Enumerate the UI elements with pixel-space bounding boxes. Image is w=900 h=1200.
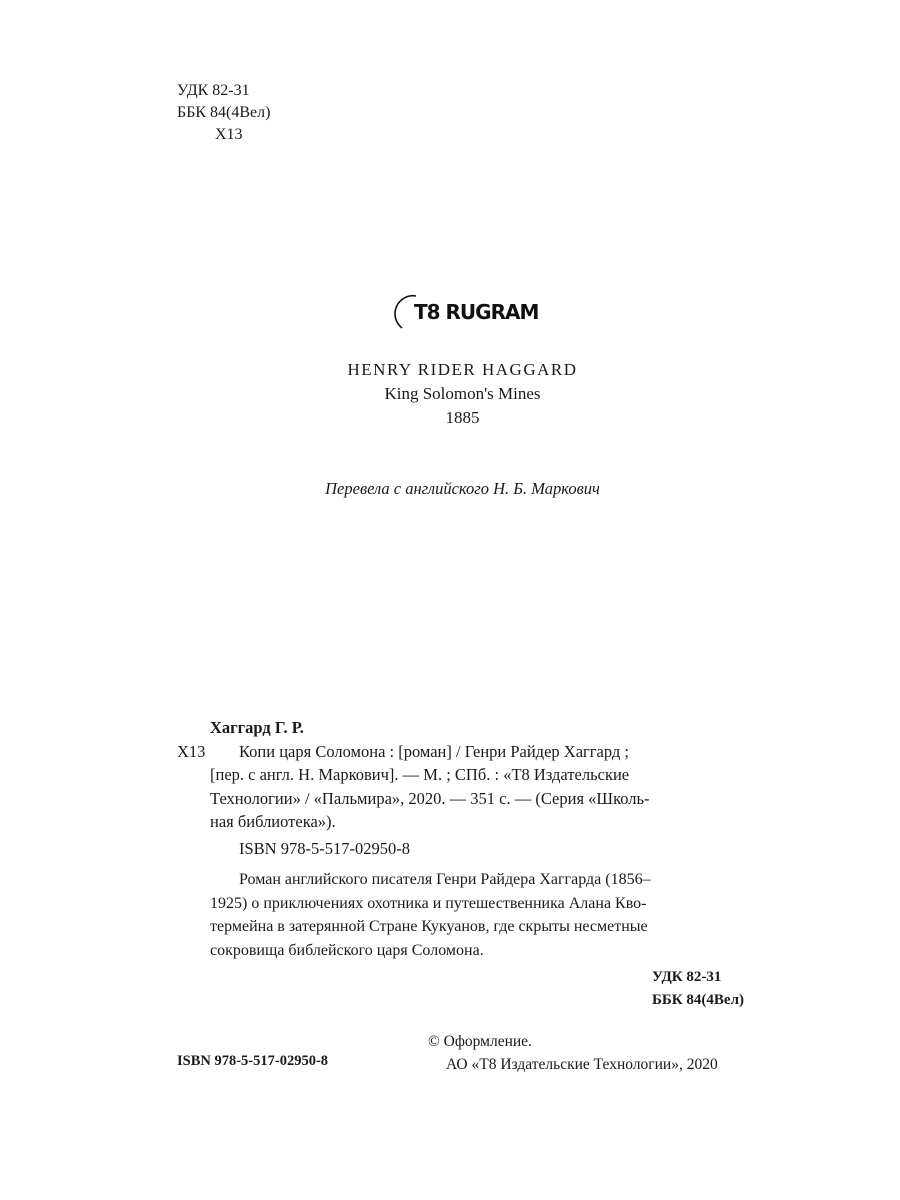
catalog-description-line: [пер. с англ. Н. Маркович]. — М. ; СПб. : «Т8 Издательские	[210, 765, 630, 784]
catalog-author-heading: Хаггард Г. Р.	[210, 718, 304, 737]
publisher-logo	[394, 292, 538, 332]
author-mark: Х13	[215, 126, 243, 143]
catalog-description-line: ная библиотека»).	[210, 812, 336, 831]
catalog-description	[177, 740, 747, 834]
catalog-description-line: Технологии» / «Пальмира», 2020. — 351 с. — (Серия «Школь-	[210, 788, 650, 808]
copyright-line-2: АО «Т8 Издательские Технологии», 2020	[446, 1056, 718, 1073]
catalog-udk: УДК 82-31	[651, 969, 722, 985]
translator-credit: Перевела с английского Н. Б. Маркович	[325, 479, 600, 498]
publisher-logo-text: T8 RUGRAM	[414, 300, 539, 324]
catalog-annotation	[177, 868, 747, 962]
catalog-description-line: Копи царя Соломона : [роман] / Генри Райдер Хаггард ;	[239, 741, 630, 761]
original-title: King Solomon's Mines	[384, 384, 541, 403]
bbk-code: ББК 84(4Вел)	[177, 104, 271, 121]
catalog-classification-codes	[177, 966, 747, 1012]
catalog-isbn: ISBN 978-5-517-02950-8	[239, 838, 410, 858]
annotation-line: Роман английского писателя Генри Райдера Хаггарда (1856–	[239, 871, 651, 888]
catalog-author-mark: Х13	[177, 741, 206, 761]
header-classification-codes	[177, 80, 270, 146]
catalog-bbk: ББК 84(4Вел)	[651, 992, 744, 1008]
original-author: HENRY RIDER HAGGARD	[347, 360, 578, 379]
catalog-card	[177, 716, 747, 1012]
annotation-line: сокровища библейского царя Соломона.	[210, 941, 484, 959]
copyright-line-1: © Оформление.	[428, 1033, 532, 1050]
footer-isbn: ISBN 978-5-517-02950-8	[177, 1053, 329, 1069]
udk-code: УДК 82-31	[177, 82, 250, 99]
original-year: 1885	[445, 408, 480, 427]
annotation-line: 1925) о приключениях охотника и путешественника Алана Кво-	[210, 894, 647, 912]
copyright-notice	[428, 1030, 718, 1076]
annotation-line: термейна в затерянной Стране Кукуанов, где скрыты несметные	[210, 918, 648, 935]
original-edition-info	[0, 358, 900, 430]
